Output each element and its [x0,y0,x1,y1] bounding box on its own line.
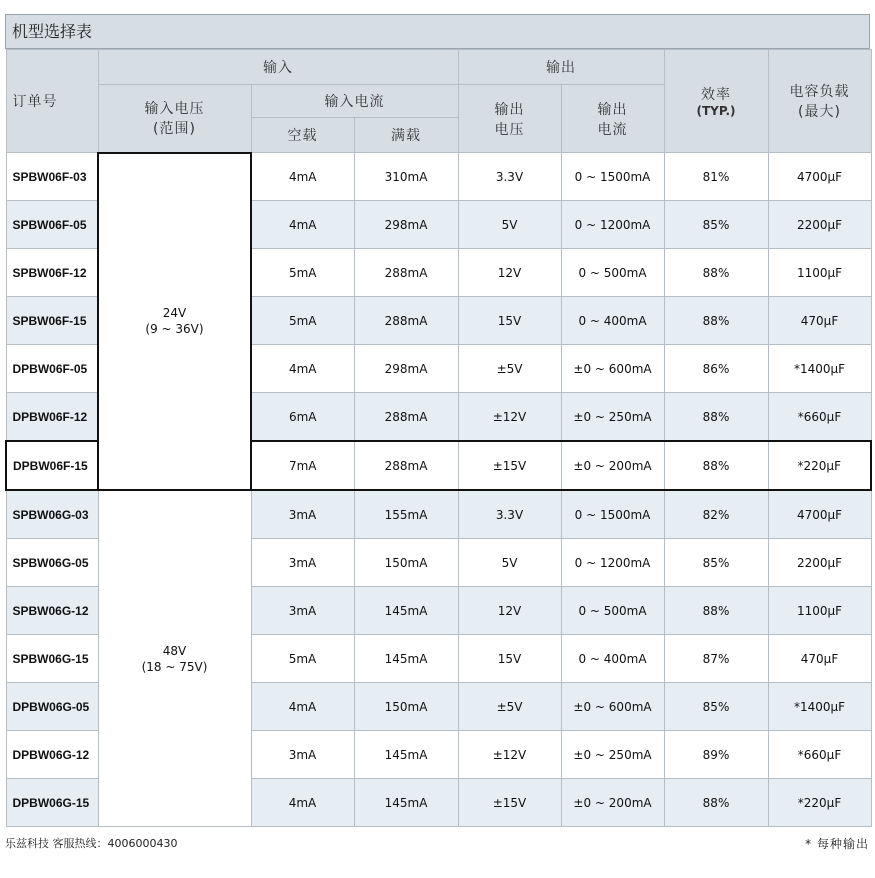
no-load-current-cell: 3mA [251,731,354,779]
table-row [6,153,871,201]
output-voltage-cell: 12V [458,249,561,297]
output-current-cell: ±0 ~ 600mA [561,345,664,393]
model-cell: SPBW06F-15 [6,297,98,345]
table-title: 机型选择表 [5,14,870,49]
efficiency-cell: 88% [664,587,768,635]
cap-load-cell: 4700μF [768,153,871,201]
no-load-current-cell: 5mA [251,297,354,345]
output-current-cell: 0 ~ 1200mA [561,539,664,587]
table-row [6,490,871,539]
full-load-current-cell: 288mA [354,441,458,490]
no-load-current-cell: 4mA [251,683,354,731]
full-load-current-cell: 150mA [354,683,458,731]
header-cap-load-label: 电容负载 [789,84,850,100]
cap-load-cell: 1100μF [768,249,871,297]
efficiency-cell: 82% [664,490,768,539]
no-load-current-cell: 7mA [251,441,354,490]
output-voltage-cell: ±12V [458,731,561,779]
no-load-current-cell: 4mA [251,153,354,201]
output-current-cell: 0 ~ 500mA [561,587,664,635]
header-input-voltage [98,85,251,153]
efficiency-cell: 87% [664,635,768,683]
output-voltage-cell: ±15V [458,779,561,827]
efficiency-cell: 85% [664,683,768,731]
no-load-current-cell: 3mA [251,539,354,587]
no-load-current-cell: 4mA [251,201,354,249]
full-load-current-cell: 145mA [354,587,458,635]
header-output: 输出 [458,50,664,85]
cap-load-cell: 1100μF [768,587,871,635]
cap-load-cell: *660μF [768,393,871,442]
output-current-cell: ±0 ~ 250mA [561,393,664,442]
efficiency-cell: 88% [664,249,768,297]
header-no-load: 空载 [251,118,354,153]
input-voltage-range: (9 ~ 36V) [145,322,204,337]
efficiency-cell: 85% [664,201,768,249]
output-voltage-cell: 12V [458,587,561,635]
efficiency-cell: 88% [664,779,768,827]
header-input-current: 输入电流 [251,85,458,118]
output-current-cell: ±0 ~ 200mA [561,441,664,490]
output-current-cell: ±0 ~ 600mA [561,683,664,731]
output-voltage-cell: ±5V [458,345,561,393]
cap-load-cell: 4700μF [768,490,871,539]
model-cell: DPBW06G-05 [6,683,98,731]
efficiency-cell: 88% [664,441,768,490]
full-load-current-cell: 298mA [354,201,458,249]
cap-load-cell: *660μF [768,731,871,779]
efficiency-cell: 88% [664,393,768,442]
no-load-current-cell: 5mA [251,635,354,683]
no-load-current-cell: 4mA [251,779,354,827]
header-output-voltage: 输出 电压 [458,85,561,153]
cap-load-cell: *220μF [768,441,871,490]
model-cell: DPBW06G-15 [6,779,98,827]
no-load-current-cell: 6mA [251,393,354,442]
output-current-cell: 0 ~ 400mA [561,635,664,683]
output-voltage-cell: ±5V [458,683,561,731]
cap-load-cell: 470μF [768,635,871,683]
output-voltage-cell: 15V [458,297,561,345]
header-cap-load-sub: (最大) [798,104,841,120]
header-output-current: 输出 电流 [561,85,664,153]
no-load-current-cell: 3mA [251,490,354,539]
model-cell: SPBW06G-05 [6,539,98,587]
cap-load-cell: *1400μF [768,683,871,731]
no-load-current-cell: 4mA [251,345,354,393]
output-voltage-cell: 5V [458,201,561,249]
model-cell: SPBW06G-12 [6,587,98,635]
model-cell: SPBW06G-15 [6,635,98,683]
cap-load-cell: 2200μF [768,201,871,249]
efficiency-cell: 81% [664,153,768,201]
efficiency-cell: 88% [664,297,768,345]
output-current-cell: 0 ~ 500mA [561,249,664,297]
output-current-cell: ±0 ~ 200mA [561,779,664,827]
output-voltage-cell: ±12V [458,393,561,442]
full-load-current-cell: 310mA [354,153,458,201]
output-voltage-cell: ±15V [458,441,561,490]
model-cell: DPBW06F-05 [6,345,98,393]
no-load-current-cell: 5mA [251,249,354,297]
cap-load-cell: *220μF [768,779,871,827]
output-voltage-cell: 3.3V [458,153,561,201]
model-cell: SPBW06F-03 [6,153,98,201]
header-input-voltage-sub: (范围) [153,121,196,138]
full-load-current-cell: 298mA [354,345,458,393]
output-voltage-cell: 3.3V [458,490,561,539]
cap-load-cell: 2200μF [768,539,871,587]
model-cell: SPBW06F-05 [6,201,98,249]
input-voltage-cell [98,153,251,491]
header-input-voltage-label: 输入电压 [144,101,205,118]
full-load-current-cell: 145mA [354,779,458,827]
input-voltage-cell [98,490,251,827]
footer-hotline: 乐兹科技 客服热线：4006000430 [5,837,178,850]
footer-note: * 每种输出 [805,837,869,851]
output-current-cell: 0 ~ 1200mA [561,201,664,249]
full-load-current-cell: 145mA [354,635,458,683]
input-voltage-value: 48V [162,643,187,658]
header-input: 输入 [98,50,458,85]
input-voltage-value: 24V [162,306,187,321]
output-current-cell: ±0 ~ 250mA [561,731,664,779]
full-load-current-cell: 288mA [354,393,458,442]
full-load-current-cell: 288mA [354,297,458,345]
model-cell: DPBW06F-12 [6,393,98,442]
header-cap-load [768,50,871,153]
cap-load-cell: 470μF [768,297,871,345]
model-cell: SPBW06F-12 [6,249,98,297]
output-current-cell: 0 ~ 400mA [561,297,664,345]
efficiency-cell: 86% [664,345,768,393]
model-selection-table [5,49,872,827]
output-current-cell: 0 ~ 1500mA [561,153,664,201]
full-load-current-cell: 288mA [354,249,458,297]
full-load-current-cell: 145mA [354,731,458,779]
output-current-cell: 0 ~ 1500mA [561,490,664,539]
header-efficiency-sub: (TYP.) [696,104,736,118]
header-efficiency [664,50,768,153]
full-load-current-cell: 150mA [354,539,458,587]
output-voltage-cell: 15V [458,635,561,683]
cap-load-cell: *1400μF [768,345,871,393]
no-load-current-cell: 3mA [251,587,354,635]
header-full-load: 满载 [354,118,458,153]
full-load-current-cell: 155mA [354,490,458,539]
output-voltage-cell: 5V [458,539,561,587]
model-cell: DPBW06G-12 [6,731,98,779]
efficiency-cell: 85% [664,539,768,587]
model-cell: DPBW06F-15 [6,441,98,490]
header-model: 订单号 [6,50,98,153]
input-voltage-range: (18 ~ 75V) [141,659,208,674]
efficiency-cell: 89% [664,731,768,779]
header-efficiency-label: 效率 [701,87,732,103]
model-cell: SPBW06G-03 [6,490,98,539]
